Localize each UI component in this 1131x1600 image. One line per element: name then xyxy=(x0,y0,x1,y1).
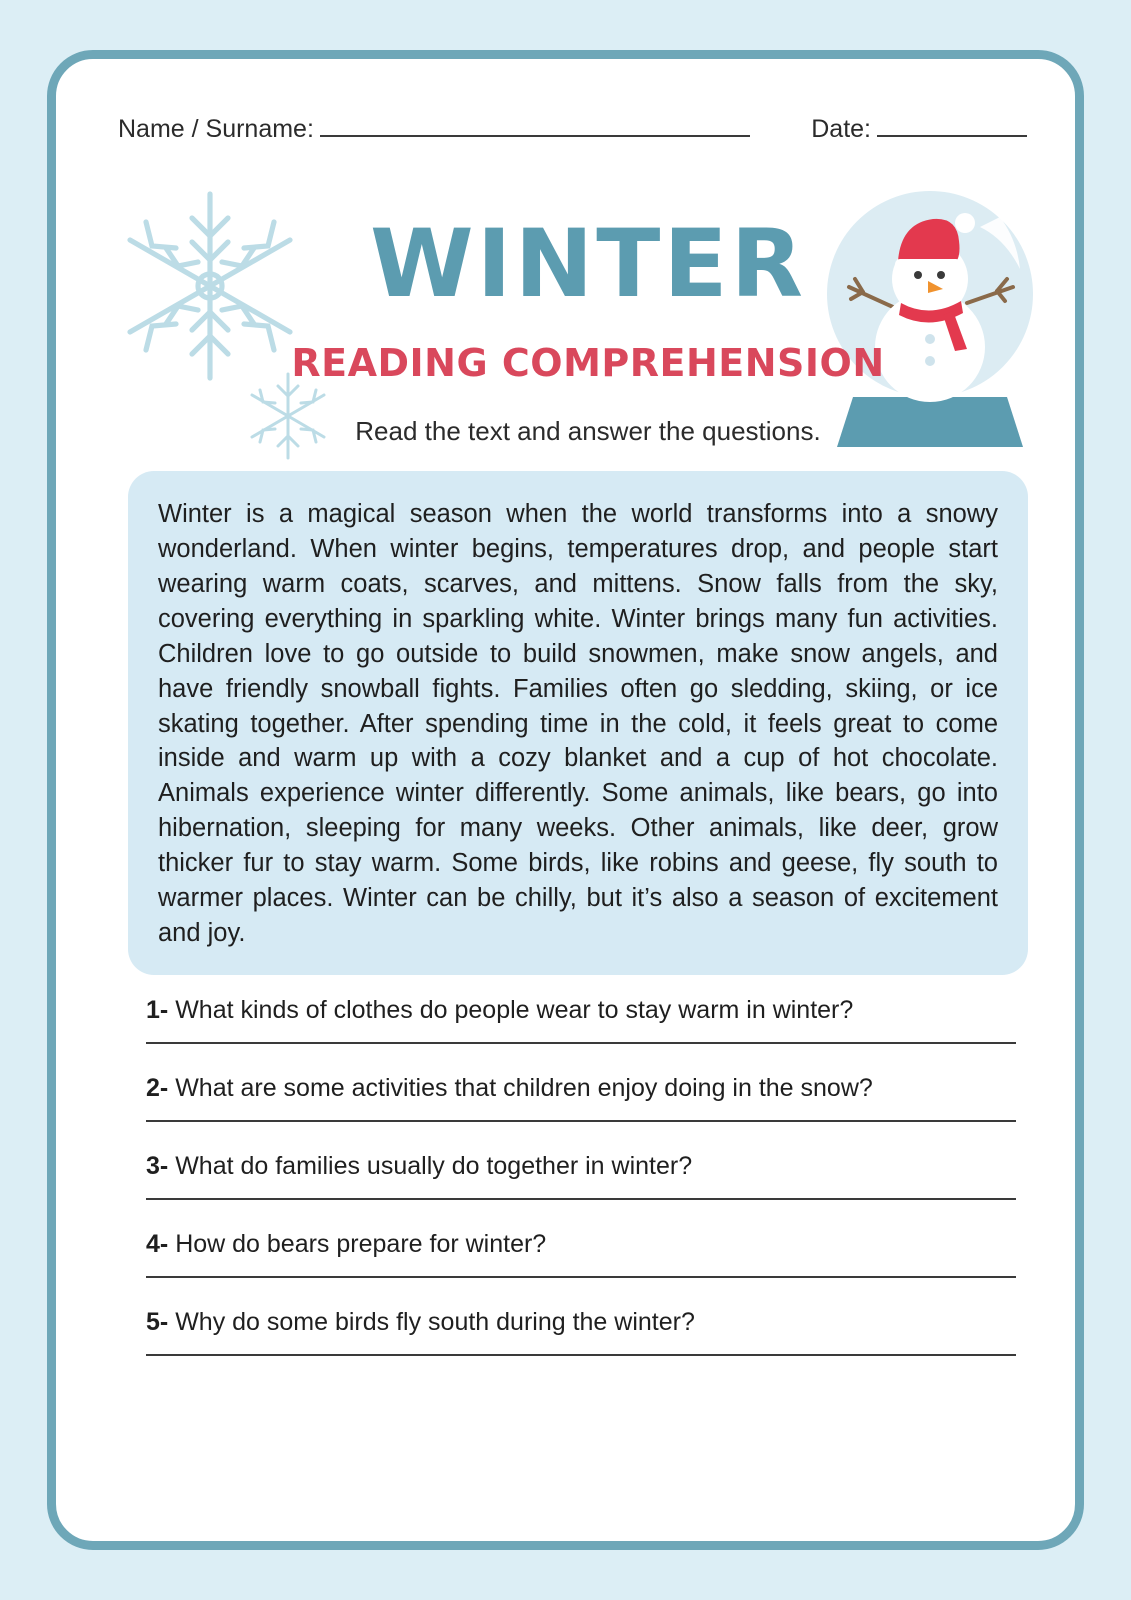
worksheet-content xyxy=(68,71,1063,1529)
question-text xyxy=(146,996,1016,1025)
answer-line[interactable] xyxy=(146,1276,1016,1278)
question-body: What kinds of clothes do people wear to stay warm in winter? xyxy=(175,996,854,1024)
question-number: 2- xyxy=(146,1074,169,1102)
worksheet-page xyxy=(47,50,1084,1550)
question-item xyxy=(146,1074,1016,1122)
question-text xyxy=(146,1308,1016,1337)
reading-passage: Winter is a magical season when the world transforms into a snowy wonderland. When winter begins, temperatures drop, and people start wearing warm coats, scarves, and mittens. Snow falls from the sky, covering everything in sparkling white. Winter brings many fun activities. Children love to go outside to build snowmen, make snow angels, and have friendly snowball fights. Families often go sledding, skiing, or ice skating together. After spending time in the cold, it feels great to come inside and warm up with a cozy blanket and a cup of hot chocolate. Animals experience winter differently. Some animals, like bears, go into hibernation, sleeping for many weeks. Other animals, like deer, grow thicker fur to stay warm. Some birds, like robins and geese, fly south to warmer places. Winter can be chilly, but it’s also a season of excitement and joy. xyxy=(128,471,1028,975)
date-input-line[interactable] xyxy=(877,113,1027,137)
question-number: 5- xyxy=(146,1308,169,1336)
question-item xyxy=(146,1152,1016,1200)
date-label: Date: xyxy=(811,115,871,143)
questions-list xyxy=(146,996,1016,1386)
question-body: What are some activities that children enjoy doing in the snow? xyxy=(175,1074,873,1102)
question-number: 1- xyxy=(146,996,169,1024)
answer-line[interactable] xyxy=(146,1198,1016,1200)
question-item xyxy=(146,1230,1016,1278)
question-body: How do bears prepare for winter? xyxy=(175,1230,547,1258)
title-block xyxy=(68,176,1063,466)
page-subtitle: READING COMPREHENSION xyxy=(291,341,885,385)
question-body: What do families usually do together in winter? xyxy=(175,1152,693,1180)
instruction-text: Read the text and answer the questions. xyxy=(355,416,821,446)
name-date-row xyxy=(118,113,1033,144)
question-number: 3- xyxy=(146,1152,169,1180)
name-input-line[interactable] xyxy=(320,113,750,137)
question-body: Why do some birds fly south during the winter? xyxy=(175,1308,695,1336)
question-item xyxy=(146,1308,1016,1356)
name-label: Name / Surname: xyxy=(118,115,314,143)
answer-line[interactable] xyxy=(146,1120,1016,1122)
answer-line[interactable] xyxy=(146,1042,1016,1044)
question-item xyxy=(146,996,1016,1044)
question-number: 4- xyxy=(146,1230,169,1258)
question-text xyxy=(146,1230,1016,1259)
question-text xyxy=(146,1152,1016,1181)
page-title: WINTER xyxy=(369,210,807,319)
answer-line[interactable] xyxy=(146,1354,1016,1356)
question-text xyxy=(146,1074,1016,1103)
